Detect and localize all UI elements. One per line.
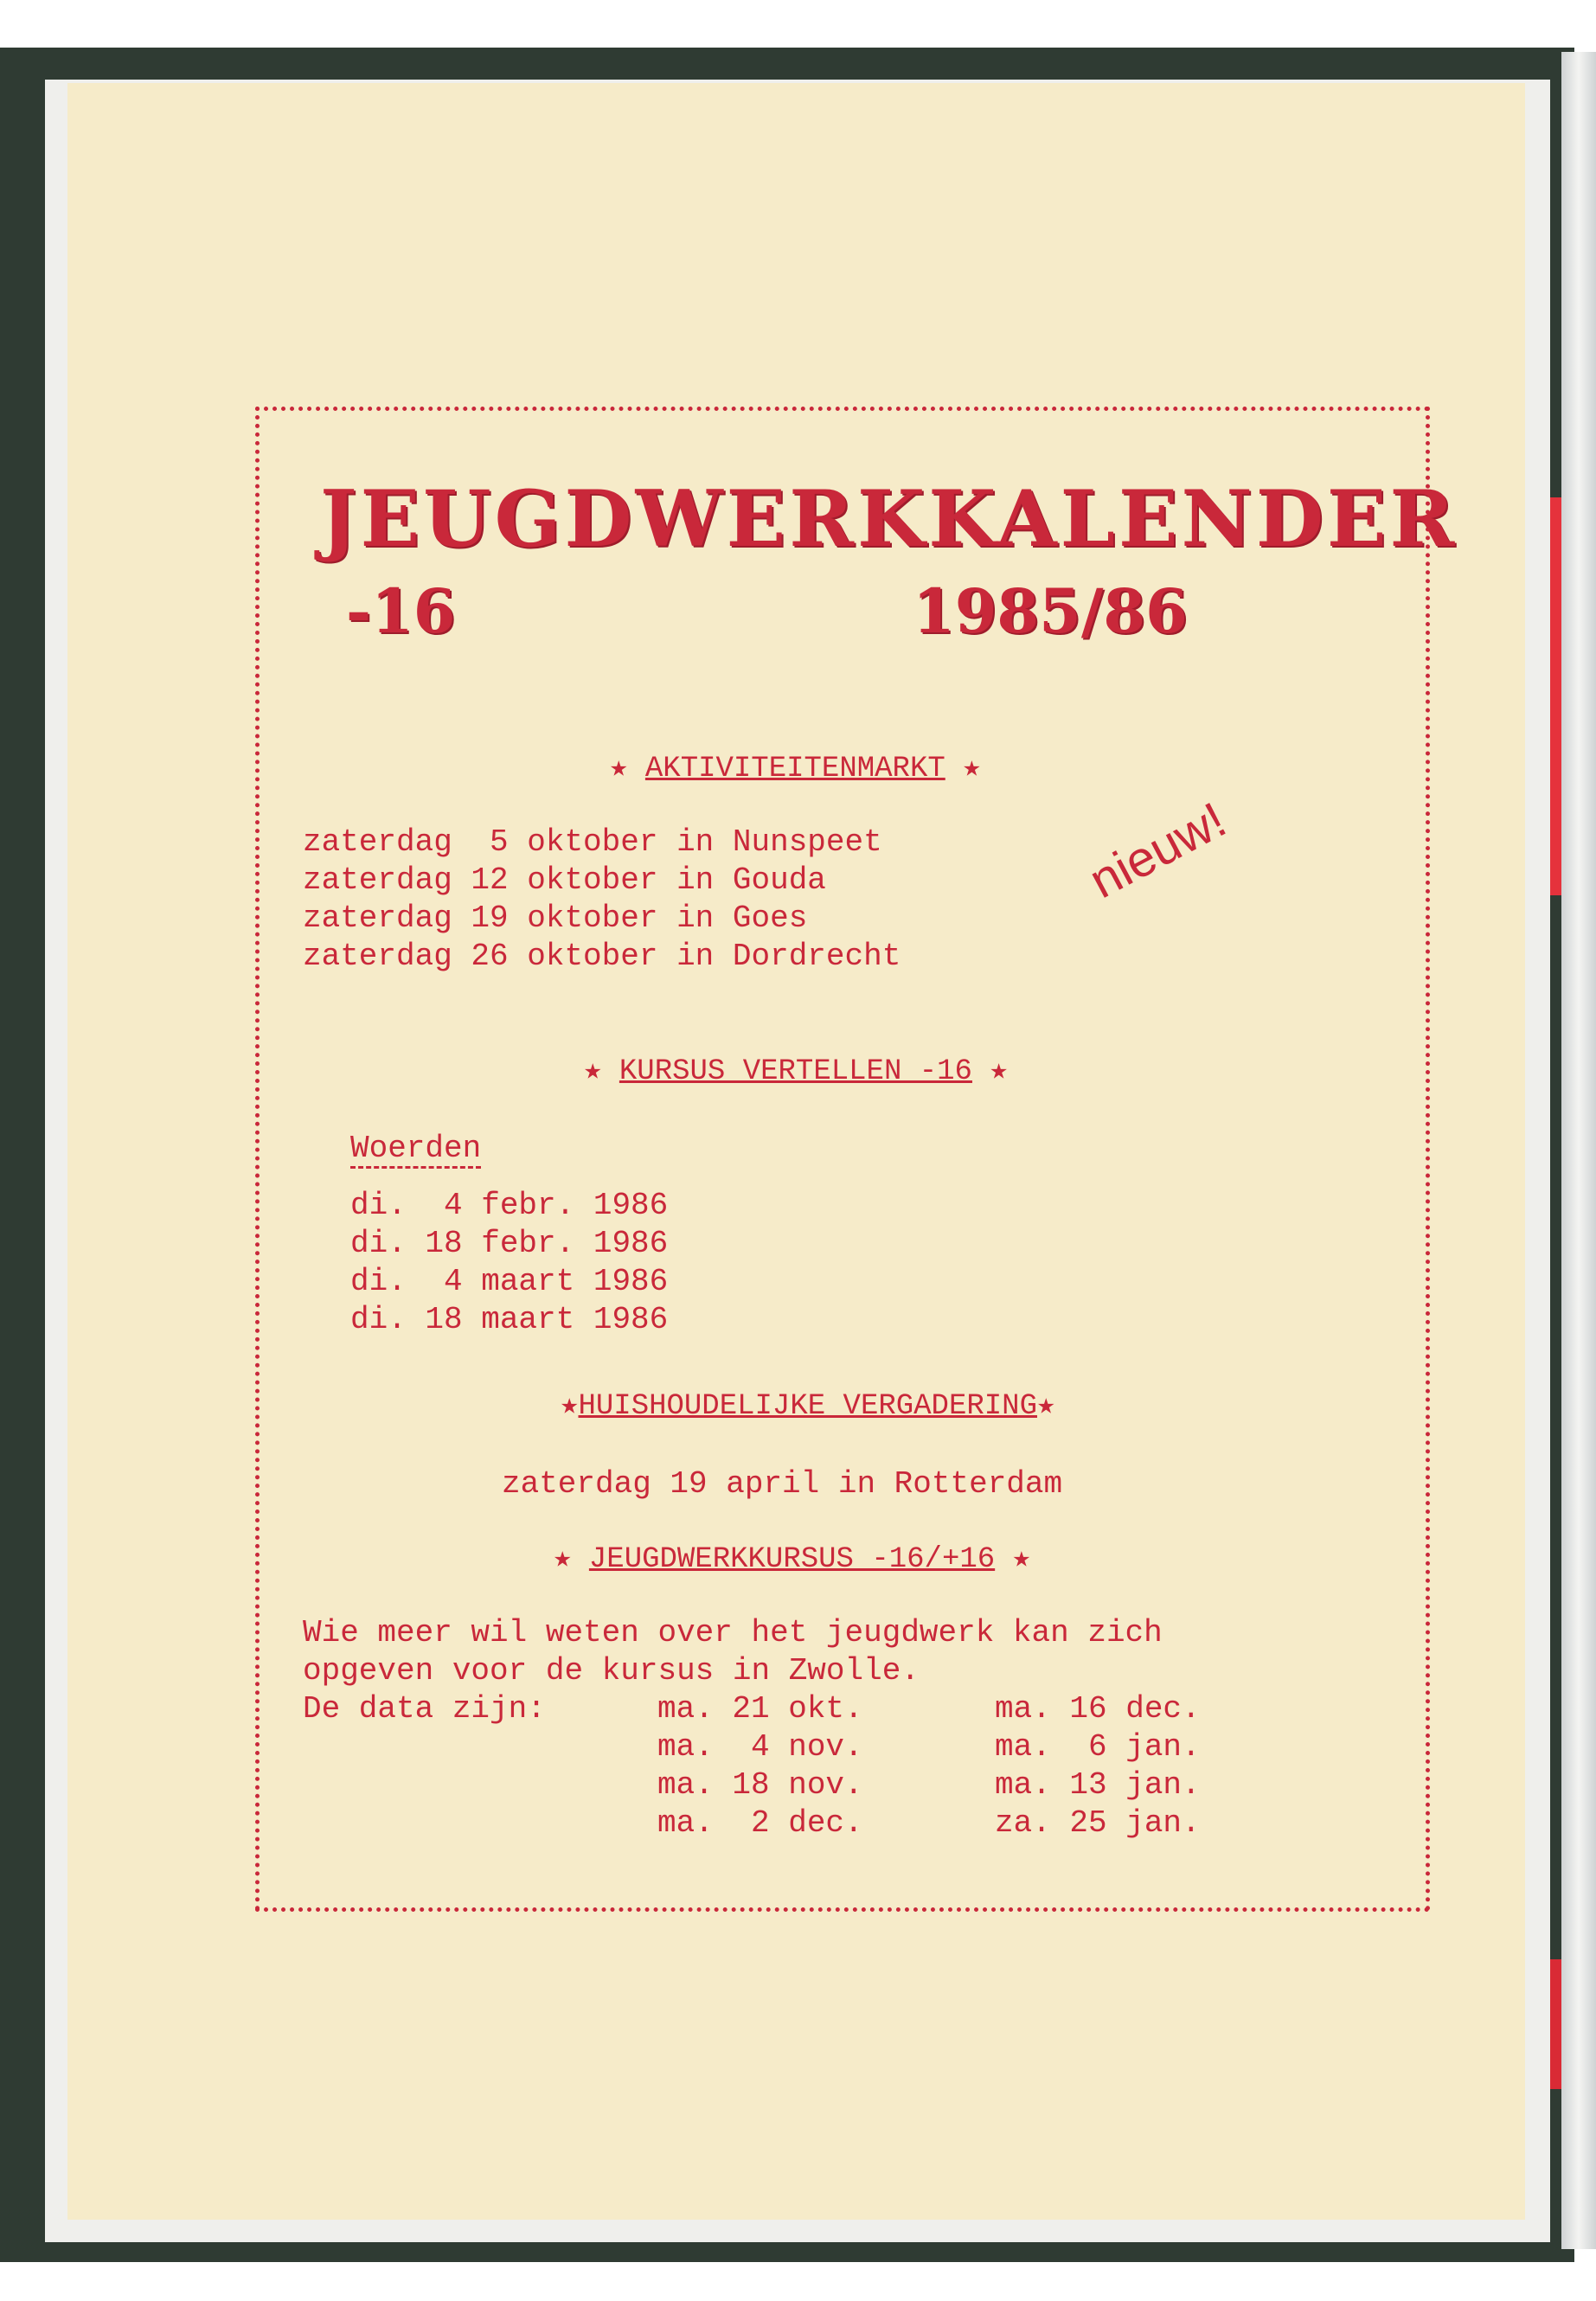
- star-icon: ★: [584, 1055, 602, 1088]
- course-date: ma. 21 okt.: [657, 1691, 863, 1727]
- course-date: ma. 4 nov.: [657, 1729, 863, 1765]
- kursus-vertellen-header: [584, 1052, 1008, 1088]
- market-line: zaterdag 19 oktober in Goes: [303, 901, 808, 936]
- intro-line: opgeven voor de kursus in Zwolle.: [303, 1653, 920, 1689]
- page-title: JEUGDWERKKALENDER: [320, 473, 1458, 565]
- location-text: Woerden: [350, 1131, 481, 1169]
- season-subtitle: 1985/86: [913, 575, 1188, 647]
- star-icon: ★: [1012, 1543, 1031, 1576]
- course-date: ma. 13 jan.: [995, 1767, 1201, 1803]
- date-line: di. 4 febr. 1986: [350, 1188, 669, 1223]
- star-icon: ★: [1036, 1390, 1055, 1423]
- location-label: [350, 1130, 481, 1168]
- jeugdwerkkursus-header: [554, 1540, 1030, 1576]
- star-icon: ★: [990, 1055, 1008, 1088]
- star-icon: ★: [963, 753, 981, 785]
- nieuw-badge: nieuw!: [1080, 792, 1235, 910]
- star-icon: ★: [610, 753, 628, 785]
- huishoudelijke-header: [561, 1387, 1054, 1423]
- course-date: ma. 6 jan.: [995, 1729, 1201, 1765]
- kursus-vertellen-title: KURSUS VERTELLEN -16: [619, 1055, 972, 1088]
- date-line: di. 18 febr. 1986: [350, 1226, 669, 1261]
- intro-line: Wie meer wil weten over het jeugdwerk kan zich: [303, 1615, 1163, 1650]
- course-date: ma. 2 dec.: [657, 1805, 863, 1841]
- market-line: zaterdag 12 oktober in Gouda: [303, 862, 826, 898]
- jeugdwerkkursus-title: JEUGDWERKKURSUS -16/+16: [588, 1543, 996, 1576]
- aktiviteitenmarkt-header: [610, 749, 981, 785]
- dates-label: De data zijn:: [303, 1691, 546, 1727]
- date-line: di. 4 maart 1986: [350, 1264, 669, 1299]
- age-subtitle: -16: [346, 575, 456, 647]
- course-date: ma. 18 nov.: [657, 1767, 863, 1803]
- page-edges: [1561, 52, 1596, 2249]
- date-line: di. 18 maart 1986: [350, 1302, 669, 1337]
- star-icon: ★: [561, 1390, 579, 1423]
- huishoudelijke-title: HUISHOUDELIJKE VERGADERING: [578, 1390, 1037, 1423]
- course-date: ma. 16 dec.: [995, 1691, 1201, 1727]
- course-date: za. 25 jan.: [995, 1805, 1201, 1841]
- market-line: zaterdag 5 oktober in Nunspeet: [303, 824, 882, 860]
- aktiviteitenmarkt-title: AKTIVITEITENMARKT: [644, 753, 945, 785]
- meeting-line: zaterdag 19 april in Rotterdam: [502, 1466, 1063, 1502]
- star-icon: ★: [554, 1543, 572, 1576]
- market-line: zaterdag 26 oktober in Dordrecht: [303, 939, 901, 974]
